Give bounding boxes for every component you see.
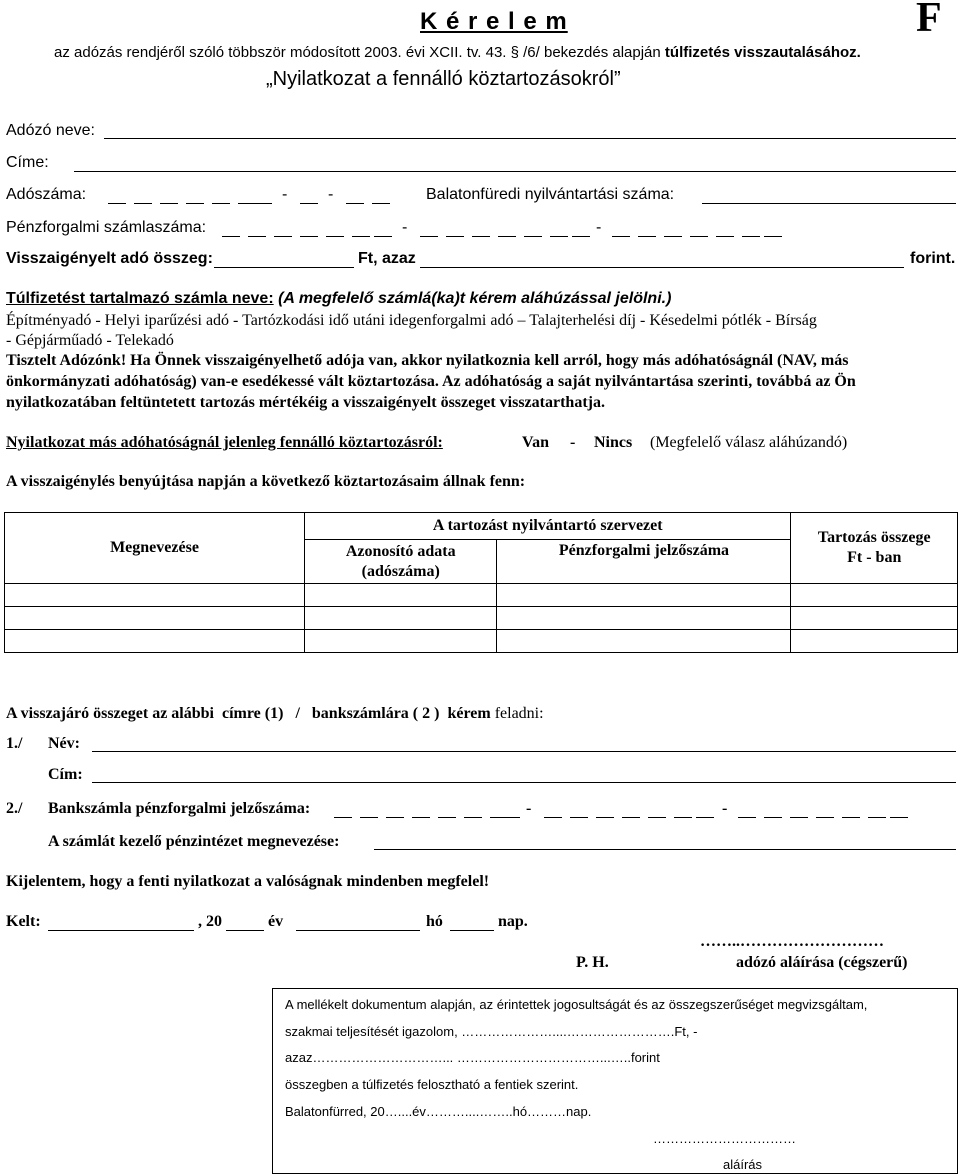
address-field[interactable]: [74, 171, 956, 172]
form-letter: F: [916, 0, 942, 41]
kelt-label: Kelt:: [6, 913, 41, 930]
col-id-label: Azonosító adata: [345, 542, 456, 560]
office-use-box: [272, 988, 958, 1174]
option-sep: -: [570, 434, 576, 451]
declaration-label: Nyilatkozat más adóhatóságnál jelenleg fennálló köztartozásról:: [6, 434, 443, 451]
col-amount-unit: Ft - ban: [847, 549, 902, 566]
table-cell[interactable]: [497, 607, 791, 630]
account-number-sep: -: [402, 219, 408, 236]
office-line: A mellékelt dokumentum alapján, az érintettek jogosultságát és az összegszerűséget megvizsgáltam,: [285, 997, 868, 1012]
office-line: összegben a túlfizetés felosztható a fentiek szerint.: [285, 1077, 579, 1092]
place-field[interactable]: [48, 930, 194, 931]
office-line[interactable]: szakmai teljesítését igazolom, …………………....…………………….Ft, -: [285, 1024, 698, 1039]
recipient-address-field[interactable]: [92, 782, 956, 783]
refund-text: feladni:: [494, 705, 544, 722]
stamp-label: P. H.: [576, 954, 609, 971]
table-cell[interactable]: [497, 584, 791, 607]
account-number-label: Pénzforgalmi számlaszáma:: [6, 219, 207, 236]
office-line[interactable]: Balatonfürred, 20…....év………....……..hó………nap.: [285, 1104, 592, 1119]
debts-table: [4, 512, 958, 653]
account-number-sep: -: [596, 219, 602, 236]
col-id-header: [305, 540, 497, 584]
bank-account-label: Bankszámla pénzforgalmi jelzőszáma:: [48, 800, 311, 817]
col-account-header: [497, 540, 791, 584]
refund-slash: /: [295, 705, 300, 722]
form-title: K é r e l e m: [420, 8, 568, 35]
notice-text: Az adóhatóság a saját nyilvántartása szerinti, továbbá az Ön: [441, 373, 856, 390]
address-label: Címe:: [6, 154, 49, 171]
group-header: [305, 513, 791, 540]
bank-name-field[interactable]: [374, 849, 956, 850]
table-cell[interactable]: [791, 584, 958, 607]
office-line[interactable]: azaz…………………………... ……………………………...…..forint: [285, 1050, 660, 1065]
statement: Kijelentem, hogy a fenti nyilatkozat a valóságnak mindenben megfelel!: [6, 873, 490, 890]
refund-line: [6, 705, 544, 723]
col-name-header: [5, 513, 305, 584]
office-signature-label: aláírás: [723, 1157, 763, 1172]
group-header-label: A tartozást nyilvántartó szervezet: [432, 517, 663, 534]
recipient-address-label: Cím:: [48, 766, 83, 783]
account-type-label: [6, 290, 671, 308]
table-cell[interactable]: [497, 630, 791, 653]
year-label: év: [268, 913, 284, 930]
col-amount-header: [791, 513, 958, 584]
option-van[interactable]: Van: [522, 434, 549, 451]
refund-text: A visszajáró összeget az alábbi: [6, 705, 214, 722]
notice-text: önkormányzati adóhatóság) van-e esedékessé vált köztartozása.: [6, 373, 439, 390]
tax-number-label: Adószáma:: [6, 186, 87, 203]
form-subtitle: [54, 44, 861, 61]
option1-number: 1./: [6, 735, 23, 752]
taxpayer-name-label: Adózó neve:: [6, 122, 95, 139]
ft-azaz-label: Ft, azaz: [358, 250, 416, 267]
forint-label: forint.: [910, 250, 956, 267]
bank-name-label: A számlát kezelő pénzintézet megnevezése:: [48, 833, 340, 850]
office-signature-dots[interactable]: ……………………………: [653, 1131, 796, 1146]
year-prefix: , 20: [198, 913, 222, 930]
tax-number-sep: -: [282, 186, 288, 203]
table-row: [5, 630, 958, 653]
table-cell[interactable]: [5, 584, 305, 607]
table-cell[interactable]: [5, 630, 305, 653]
month-field[interactable]: [296, 930, 420, 931]
option2-number: 2./: [6, 800, 23, 817]
table-cell[interactable]: [305, 584, 497, 607]
option-bank[interactable]: bankszámlára ( 2 ): [311, 705, 440, 722]
notice-line3: nyilatkozatában feltüntetett tartozás mértékéig a visszaigényelt összeget visszatarthatja.: [6, 394, 605, 411]
tax-types-line1[interactable]: Építményadó - Helyi iparűzési adó - Tartózkodási idő utáni idegenforgalmi adó – Talajterhelési díj - Késedelmi pótlék - Bírság: [6, 312, 817, 329]
notice-greeting: Tisztelt Adózónk!: [6, 352, 127, 369]
bank-account-sep: -: [526, 800, 532, 817]
debts-title: A visszaigénylés benyújtása napján a következő köztartozásaim állnak fenn:: [6, 473, 526, 490]
signature-dots[interactable]: ……..………………………: [700, 933, 884, 950]
table-cell[interactable]: [305, 630, 497, 653]
table-row: [5, 607, 958, 630]
month-label: hó: [426, 913, 443, 930]
table-row: [5, 584, 958, 607]
day-label: nap.: [498, 913, 528, 930]
notice-text: Ha Önnek visszaigényelhető adója van, akkor nyilatkoznia kell arról, hogy más adóhatóságnál (NAV, más: [130, 352, 849, 369]
signature-label: adózó aláírása (cégszerű): [736, 954, 908, 971]
declaration-hint: (Megfelelő válasz aláhúzandó): [650, 434, 848, 451]
declaration-title: „Nyilatkozat a fennálló köztartozásokról”: [266, 68, 621, 90]
tax-number-sep: -: [328, 186, 334, 203]
reclaim-amount-label: Visszaigényelt adó összeg:: [6, 250, 213, 267]
col-amount-label: Tartozás összege: [817, 529, 931, 546]
recipient-name-field[interactable]: [92, 751, 956, 752]
subtitle-text: az adózás rendjéről szóló többször módosított 2003. évi XCII. tv. 43. § /6/ bekezdés alapján: [54, 44, 661, 61]
amount-in-words-field[interactable]: [420, 267, 904, 268]
table-cell[interactable]: [305, 607, 497, 630]
local-register-label: Balatonfüredi nyilvántartási száma:: [426, 186, 675, 203]
bank-account-sep: -: [722, 800, 728, 817]
table-cell[interactable]: [5, 607, 305, 630]
taxpayer-name-field[interactable]: [104, 138, 956, 139]
notice-line1: [6, 352, 848, 370]
table-cell[interactable]: [791, 607, 958, 630]
day-field[interactable]: [450, 930, 494, 931]
notice-line2: [6, 373, 856, 391]
option-nincs[interactable]: Nincs: [594, 434, 633, 451]
tax-types-line2[interactable]: - Gépjárműadó - Telekadó: [6, 332, 174, 349]
reclaim-amount-field[interactable]: [214, 267, 354, 268]
table-cell[interactable]: [791, 630, 958, 653]
subtitle-bold: túlfizetés visszautalásához.: [664, 44, 861, 61]
account-type-underlined: Túlfizetést tartalmazó számla neve:: [6, 290, 274, 307]
year-field[interactable]: [226, 930, 264, 931]
local-register-field[interactable]: [702, 203, 956, 204]
refund-text: kérem: [447, 705, 491, 722]
option-address[interactable]: címre (1): [221, 705, 284, 722]
col-id-sub: (adószáma): [361, 562, 440, 580]
account-type-hint: (A megfelelő számlá(ka)t kérem aláhúzással jelölni.): [278, 290, 672, 307]
recipient-name-label: Név:: [48, 735, 80, 752]
col-name-label: Megnevezése: [110, 539, 199, 556]
col-account-label: Pénzforgalmi jelzőszáma: [558, 542, 730, 559]
